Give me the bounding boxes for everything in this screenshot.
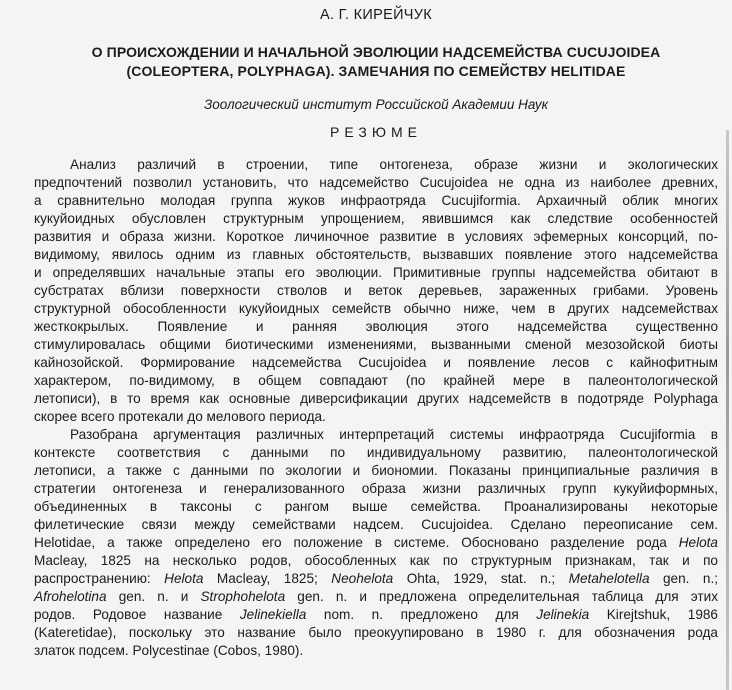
abstract-body — [34, 156, 718, 660]
text-line: контексте соответствия с данными по индивидуальному развитию, палеонтологической — [34, 445, 718, 460]
text-line: стратегии онтогенеза и генерализованного образа жизни различных групп кукуйиформных, — [34, 481, 718, 496]
text-line: родов. Родовое название Jelinekiella nom. n. предложено для Jelinekia Kirejtshuk, 1986 — [34, 607, 718, 622]
text-line: (Kateretidae), поскольку это название было преокуупировано в 1980 г. для обозначения рода — [34, 625, 718, 640]
text-line: характером, по-видимому, в общем совпадают (по крайней мере в палеонтологической — [34, 373, 718, 388]
text-line: видимому, явилось одним из главных обстоятельств, вызвавших появление этого надсемейства — [34, 247, 718, 262]
text-line: предпочтений позволил установить, что надсемейство Cucujoidea не одна из наиболее древних, — [34, 175, 718, 190]
scan-edge-shadow — [726, 130, 729, 690]
paragraph-1 — [34, 156, 718, 426]
text-line: распространению: Helota Macleay, 1825; Neohelota Ohta, 1929, stat. n.; Metahelotella gen. n.; — [34, 571, 719, 586]
paper-title — [34, 43, 718, 81]
text-line: и определявших начальные этапы его эволюции. Примитивные группы надсемейства обитают в — [34, 265, 718, 280]
text-line: стимулировалась общими биотическими изменениями, вызванными сменой мезозойской биоты — [34, 337, 718, 352]
text-line: Afrohelotina gen. n. и Strophohelota gen. n. и предложена определительная таблица для этих — [34, 589, 718, 604]
text-line: кукуйоидных обусловлен структурным упрощением, явившимся как следствие особенностей — [34, 211, 718, 226]
text-line: кайнозойской. Формирование надсемейства Cucujoidea и появление лесов с кайнофитным — [34, 355, 718, 370]
title-line-2: (COLEOPTERA, POLYPHAGA). ЗАМЕЧАНИЯ ПО СЕМЕЙСТВУ HELITIDAE — [126, 63, 626, 79]
text-line: Helotidae, а также определено его положение в системе. Обосновано разделение рода Helota — [34, 535, 718, 550]
text-line: структурной обособленности кукуйоидных семейств обычно ниже, чем в других надсемействах — [34, 301, 718, 316]
text-line: жесткокрылых. Появление и ранняя эволюция этого надсемейства существенно — [34, 319, 718, 334]
text-line: развития и образа жизни. Короткое личиночное развитие в условиях эфемерных консорций, по- — [34, 229, 718, 244]
paragraph-2 — [34, 426, 718, 660]
text-line: летописи, а также с данными по экологии и биономии. Показаны принципиальные различия в — [34, 463, 718, 478]
author-name: А. Г. КИРЕЙЧУК — [319, 7, 433, 23]
text-line: летописи), в то время как основные диверсификации других надсемейств в подотряде Polyphaga — [34, 391, 718, 406]
affiliation: Зоологический институт Российской Академии Наук — [203, 97, 549, 112]
text-line: субстратах вблизи поверхности стволов и веток деревьев, зараженных грибами. Уровень — [34, 283, 718, 298]
text-line: Анализ различий в строении, типе онтогенеза, образе жизни и экологических — [70, 157, 718, 172]
text-line: Разобрана аргументация различных интерпретаций системы инфраотряда Cucujiformia в — [70, 427, 718, 442]
section-heading: РЕЗЮМЕ — [330, 124, 422, 140]
title-line-1: О ПРОИСХОЖДЕНИИ И НАЧАЛЬНОЙ ЭВОЛЮЦИИ НАДСЕМЕЙСТВА CUCUJOIDEA — [91, 44, 661, 60]
text-line: филетические связи между семействами надсем. Cucujoidea. Сделано переописание сем. — [34, 517, 718, 532]
text-line: скорее всего протекали до мелового периода. — [34, 409, 326, 424]
text-line: златок подсем. Polycestinae (Cobos, 1980). — [34, 643, 304, 658]
text-line: объединенных в таксоны с рангом выше семейства. Проанализированы некоторые — [34, 499, 718, 514]
text-line: а сравнительно молодая группа жуков инфраотряда Cucujiformia. Архаичный облик многих — [34, 193, 718, 208]
text-line: Macleay, 1825 на несколько родов, обособленных как по структурным признакам, так и по — [34, 553, 718, 568]
